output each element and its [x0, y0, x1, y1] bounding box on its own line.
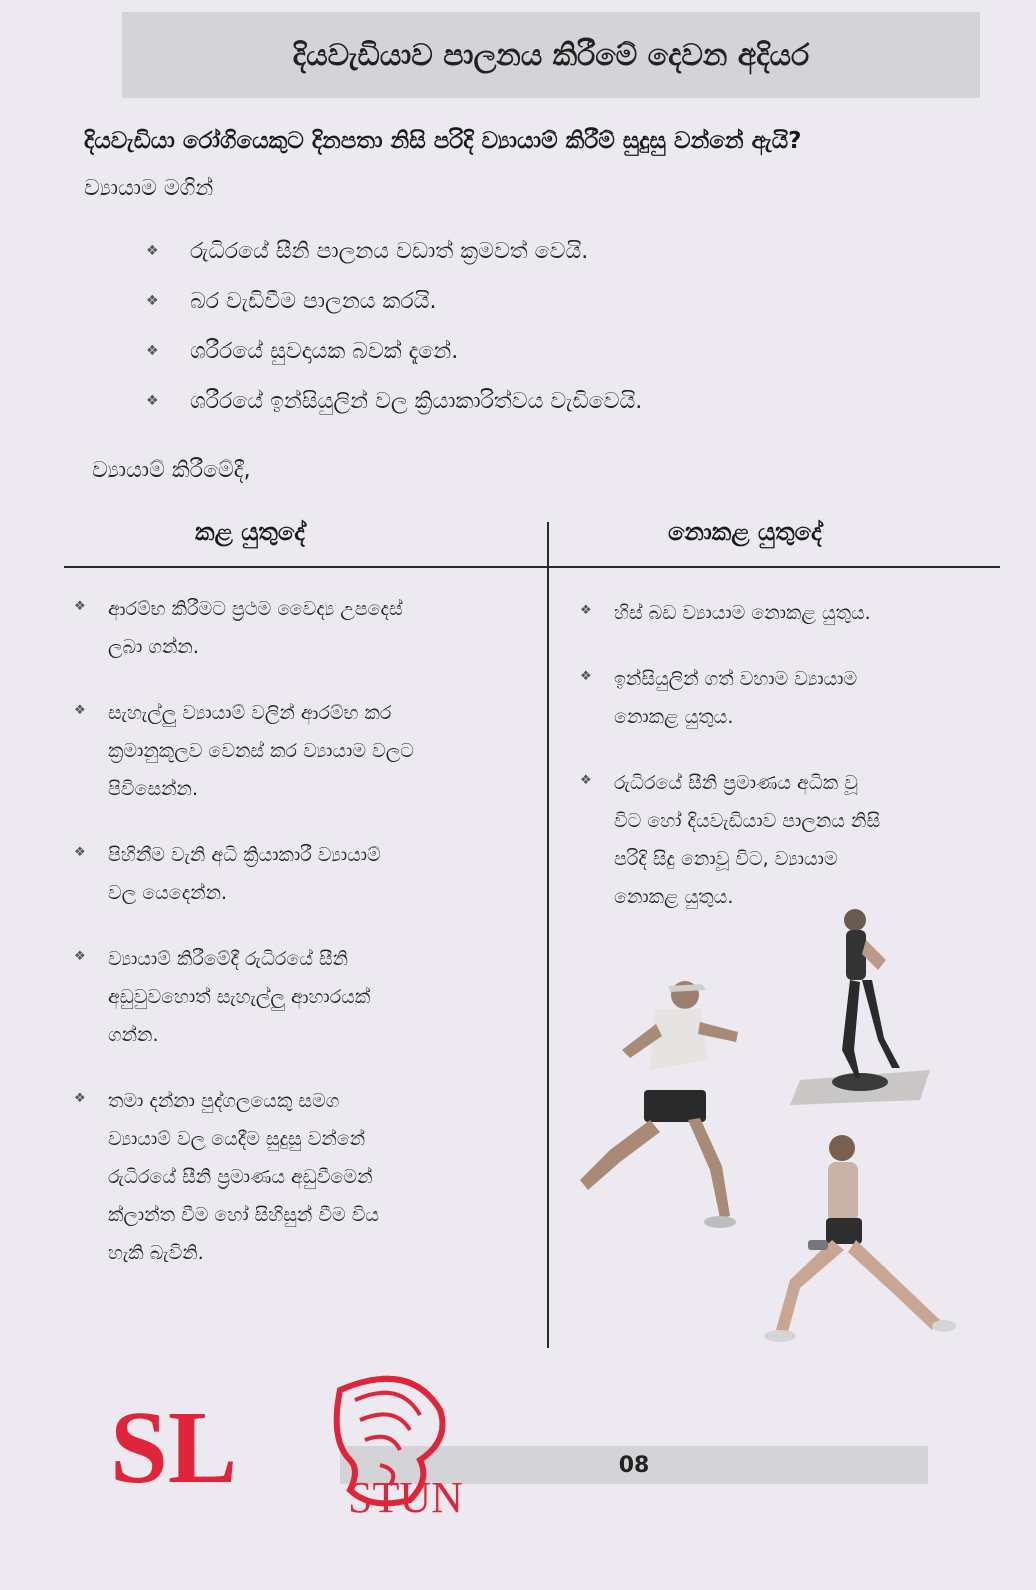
- intro-text: ව්‍යායාම මගින්: [84, 176, 214, 201]
- diamond-bullet-icon: ❖: [74, 599, 86, 614]
- benefit-item: ❖ බර වැඩිවීම පාලනය කරයි.: [146, 288, 437, 314]
- diamond-bullet-icon: ❖: [580, 603, 592, 618]
- dos-item: ❖ සැහැල්ලු ව්‍යායාම් වලින් ආරම්භ කර ක්‍රමානුකූලව වෙනස් කර ව්‍යායාම වලට පිවිසෙන්න.: [74, 694, 534, 808]
- donts-item: ❖ හිස් බඩ ව්‍යායාම නොකළ යුතුය.: [580, 594, 980, 632]
- table-vertical-rule: [547, 522, 549, 1348]
- running-man-photo: [580, 981, 738, 1228]
- donts-item: ❖ ඉන්සියුලින් ගත් වහාම ව්‍යායාම නොකළ යුතුය.: [580, 660, 980, 736]
- dos-item: ❖ තමා දන්නා පුද්ගලයෙකු සමග ව්‍යායාම් වල යෙදීම සුදුසු වන්නේ රුධිරයේ සීනි ප්‍රමාණය අඩුවීමෙන් ක්ලාන්ත වීම හෝ සිහිසුන් වීම විය හැකි බැවිනි.: [74, 1082, 534, 1272]
- sub-intro-text: ව්‍යායාම් කිරීමේදී,: [92, 458, 251, 483]
- benefits-list: [146, 226, 642, 426]
- diamond-bullet-icon: ❖: [146, 293, 159, 309]
- balance-board-woman-photo: [790, 909, 930, 1105]
- diamond-bullet-icon: ❖: [146, 343, 159, 359]
- sl-stun-logo: [110, 1370, 510, 1520]
- title-bar: [122, 12, 980, 98]
- logo-sub-text: STUN: [348, 1473, 463, 1520]
- donts-item: ❖ රුධිරයේ සීනි ප්‍රමාණය අධික වූ විට හෝ දියවැඩියාව පාලනය නිසි පරිදි සිදු නොවූ විට, ව්‍යායාම නොකළ යුතුය.: [580, 764, 980, 916]
- diamond-bullet-icon: ❖: [146, 393, 159, 409]
- logo-main-text: SL: [110, 1390, 238, 1505]
- page-number: 08: [618, 1452, 650, 1478]
- diamond-bullet-icon: ❖: [74, 845, 86, 860]
- diamond-bullet-icon: ❖: [580, 669, 592, 684]
- benefit-item: ❖ ශරීරයේ සුවදායක බවක් දැනේ.: [146, 338, 459, 364]
- table-horizontal-rule: [64, 566, 1000, 568]
- question-heading: දියවැඩියා රෝගියෙකුට දිනපතා නිසි පරිදි ව්‍යායාම් කිරීම් සුදුසු වන්නේ ඇයි?: [84, 128, 802, 154]
- exercise-photos: [560, 900, 980, 1370]
- diamond-bullet-icon: ❖: [146, 243, 159, 259]
- dos-item: ❖ ආරම්භ කිරීමට ප්‍රථම වෛද්‍ය උපදෙස් ලබා ගන්න.: [74, 590, 534, 666]
- benefit-item: ❖ රුධිරයේ සීනි පාලනය වඩාත් ක්‍රමවත් වෙයි.: [146, 238, 589, 264]
- lunge-woman-photo: [764, 1135, 956, 1342]
- donts-heading: නොකළ යුතුදේ: [668, 518, 822, 546]
- dos-list: [74, 590, 534, 1300]
- diamond-bullet-icon: ❖: [74, 949, 86, 964]
- dos-item: ❖ පිහිනීම වැනි අධි ක්‍රියාකාරී ව්‍යායාම් වල යෙදෙන්න.: [74, 836, 534, 912]
- page-title: දියවැඩියාව පාලනය කිරීමේ දෙවන අදියර: [292, 37, 810, 73]
- benefit-item: ❖ ශරීරයේ ඉන්සියුලින් වල ක්‍රියාකාරිත්වය වැඩිවෙයි.: [146, 388, 643, 414]
- diamond-bullet-icon: ❖: [74, 1091, 86, 1106]
- dos-item: ❖ ව්‍යායාම් කිරීමේදී රුධිරයේ සීනි අඩුවුවහොත් සැහැල්ලු ආහාරයක් ගන්න.: [74, 940, 534, 1054]
- donts-list: [580, 594, 980, 944]
- diamond-bullet-icon: ❖: [580, 773, 592, 788]
- dos-heading: කළ යුතුදේ: [195, 518, 305, 546]
- diamond-bullet-icon: ❖: [74, 703, 86, 718]
